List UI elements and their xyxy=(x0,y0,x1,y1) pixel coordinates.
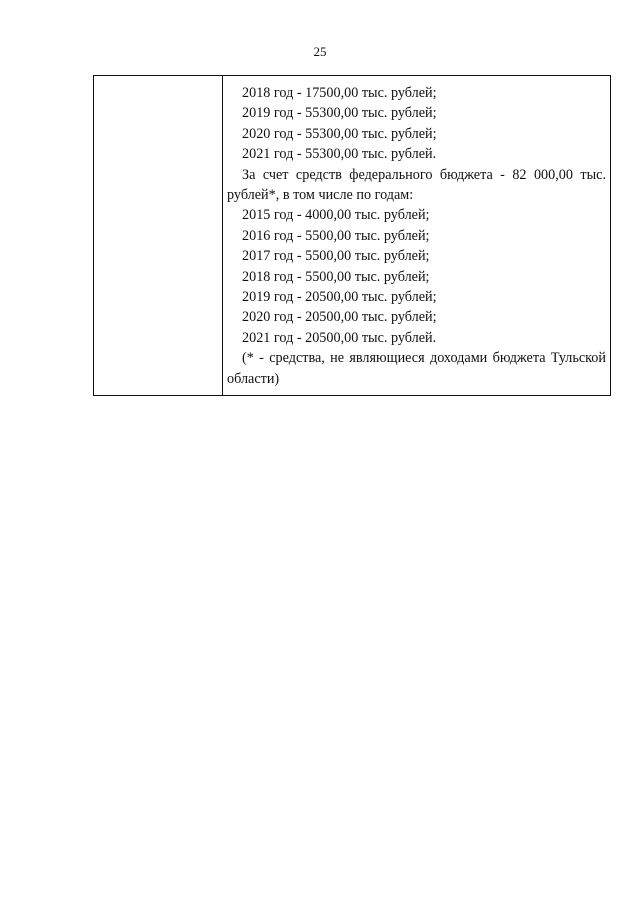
federal-line-2017: 2017 год - 5500,00 тыс. рублей; xyxy=(242,248,430,265)
federal-line-2020: 2020 год - 20500,00 тыс. рублей; xyxy=(242,309,437,326)
federal-line-2019: 2019 год - 20500,00 тыс. рублей; xyxy=(242,289,437,306)
table-left-cell xyxy=(94,76,223,395)
table-right-cell xyxy=(223,76,610,395)
federal-budget-paragraph: За счет средств федерального бюджета - 82 000,00 тыс. рублей*, в том числе по годам: xyxy=(227,166,606,204)
funding-line-2020: 2020 год - 55300,00 тыс. рублей; xyxy=(242,125,437,142)
federal-line-2015: 2015 год - 4000,00 тыс. рублей; xyxy=(242,207,430,224)
page-number: 25 xyxy=(313,44,327,59)
funding-line-2021: 2021 год - 55300,00 тыс. рублей. xyxy=(242,146,437,163)
federal-line-2021: 2021 год - 20500,00 тыс. рублей. xyxy=(242,329,437,346)
federal-line-2016: 2016 год - 5500,00 тыс. рублей; xyxy=(242,227,430,244)
federal-line-2018: 2018 год - 5500,00 тыс. рублей; xyxy=(242,268,430,285)
footnote-paragraph: (* - средства, не являющиеся доходами бюджета Тульской области) xyxy=(227,350,606,387)
funding-line-2018: 2018 год - 17500,00 тыс. рублей; xyxy=(242,85,437,101)
document-table xyxy=(93,75,611,396)
funding-line-2019: 2019 год - 55300,00 тыс. рублей; xyxy=(242,105,437,122)
